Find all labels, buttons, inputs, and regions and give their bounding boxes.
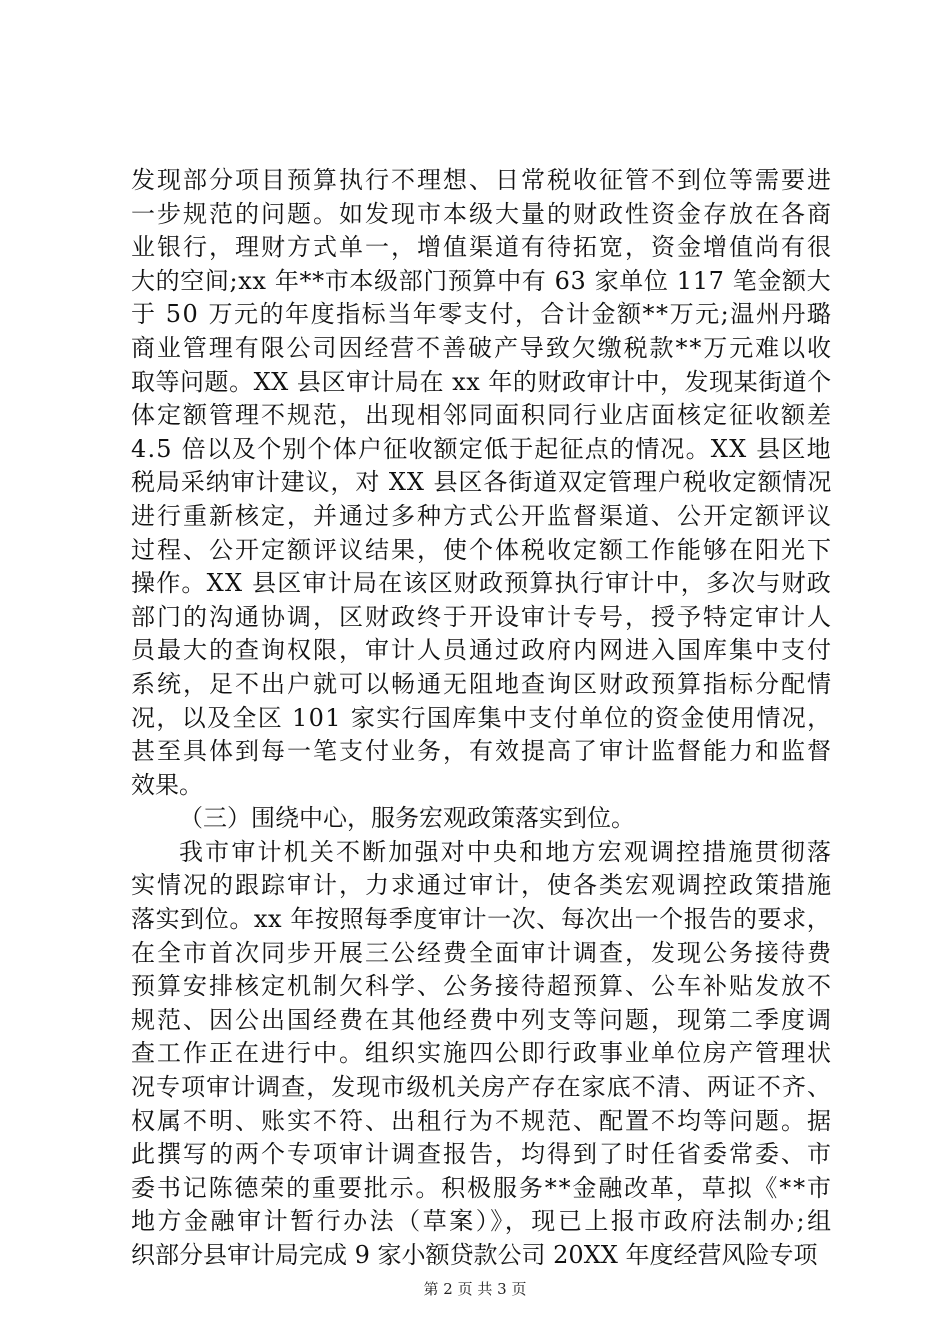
text-line: 委书记陈德荣的重要批示。积极服务**金融改革，草拟《**市	[131, 1173, 833, 1202]
paragraph-budget-audit	[131, 164, 831, 802]
text-line: 况专项审计调查，发现市级机关房产存在家底不清、两证不齐、	[131, 1073, 833, 1102]
paragraph-macro-policy	[131, 836, 834, 1273]
text-line: 况，以及全区 101 家实行国库集中支付单位的资金使用情况，	[131, 703, 833, 732]
text-line: 税局采纳审计建议，对 XX 县区各街道双定管理户税收定额情况	[131, 468, 833, 497]
text-line: 织部分县审计局完成 9 家小额贷款公司 20XX 年度经营风险专项	[131, 1241, 818, 1269]
text-line: 规范、因公出国经费在其他经费中列支等问题，现第二季度调	[131, 1005, 833, 1034]
text-line: 体定额管理不规范，出现相邻同面积同行业店面核定征收额差	[131, 401, 833, 430]
text-line: 在全市首次同步开展三公经费全面审计调查，发现公务接待费	[131, 938, 833, 967]
text-line: 于 50 万元的年度指标当年零支付，合计金额**万元;温州丹璐	[131, 300, 833, 329]
document-body	[131, 164, 834, 1273]
text-line: 预算安排核定机制欠科学、公务接待超预算、公车补贴发放不	[131, 972, 833, 1001]
section-heading-three	[131, 802, 831, 836]
text-line: 甚至具体到每一笔支付业务，有效提高了审计监督能力和监督	[131, 737, 833, 766]
text-line: 过程、公开定额评议结果，使个体税收定额工作能够在阳光下	[131, 535, 833, 564]
text-line: 查工作正在进行中。组织实施四公即行政事业单位房产管理状	[131, 1039, 833, 1068]
page-footer: 第 2 页 共 3 页	[423, 1280, 527, 1298]
text-line: 实情况的跟踪审计，力求通过审计，使各类宏观调控政策措施	[131, 871, 833, 900]
text-line: 进行重新核定，并通过多种方式公开监督渠道、公开定额评议	[131, 501, 833, 530]
text-line: 权属不明、账实不符、出租行为不规范、配置不均等问题。据	[131, 1106, 833, 1135]
text-line: 地方金融审计暂行办法（草案）》，现已上报市政府法制办;组	[131, 1207, 834, 1236]
text-line: 我市审计机关不断加强对中央和地方宏观调控措施贯彻落	[179, 837, 834, 866]
text-line: 此撰写的两个专项审计调查报告，均得到了时任省委常委、市	[131, 1140, 833, 1169]
text-line: 效果。	[131, 770, 203, 799]
text-line: 员最大的查询权限，审计人员通过政府内网进入国库集中支付	[131, 636, 833, 665]
text-line: 系统，足不出户就可以畅通无阻地查询区财政预算指标分配情	[131, 669, 833, 698]
text-line: 业银行，理财方式单一，增值渠道有待拓宽，资金增值尚有很	[131, 233, 833, 262]
text-line: 一步规范的问题。如发现市本级大量的财政性资金存放在各商	[131, 199, 833, 228]
text-line: 4.5 倍以及个别个体户征收额定低于起征点的情况。XX 县区地	[131, 434, 832, 463]
text-line: 操作。XX 县区审计局在该区财政预算执行审计中，多次与财政	[131, 569, 833, 598]
text-line: 落实到位。xx 年按照每季度审计一次、每次出一个报告的要求，	[131, 905, 832, 934]
text-line: 大的空间;xx 年**市本级部门预算中有 63 家单位 117 笔金额大	[131, 266, 832, 295]
text-line: 发现部分项目预算执行不理想、日常税收征管不到位等需要进	[131, 166, 833, 194]
text-line: 取等问题。XX 县区审计局在 xx 年的财政审计中，发现某街道个	[131, 367, 832, 396]
text-line: 部门的沟通协调，区财政终于开设审计专号，授予特定审计人	[131, 602, 833, 631]
text-line: （三）围绕中心，服务宏观政策落实到位。	[179, 804, 635, 833]
text-line: 商业管理有限公司因经营不善破产导致欠缴税款**万元难以收	[131, 333, 833, 362]
